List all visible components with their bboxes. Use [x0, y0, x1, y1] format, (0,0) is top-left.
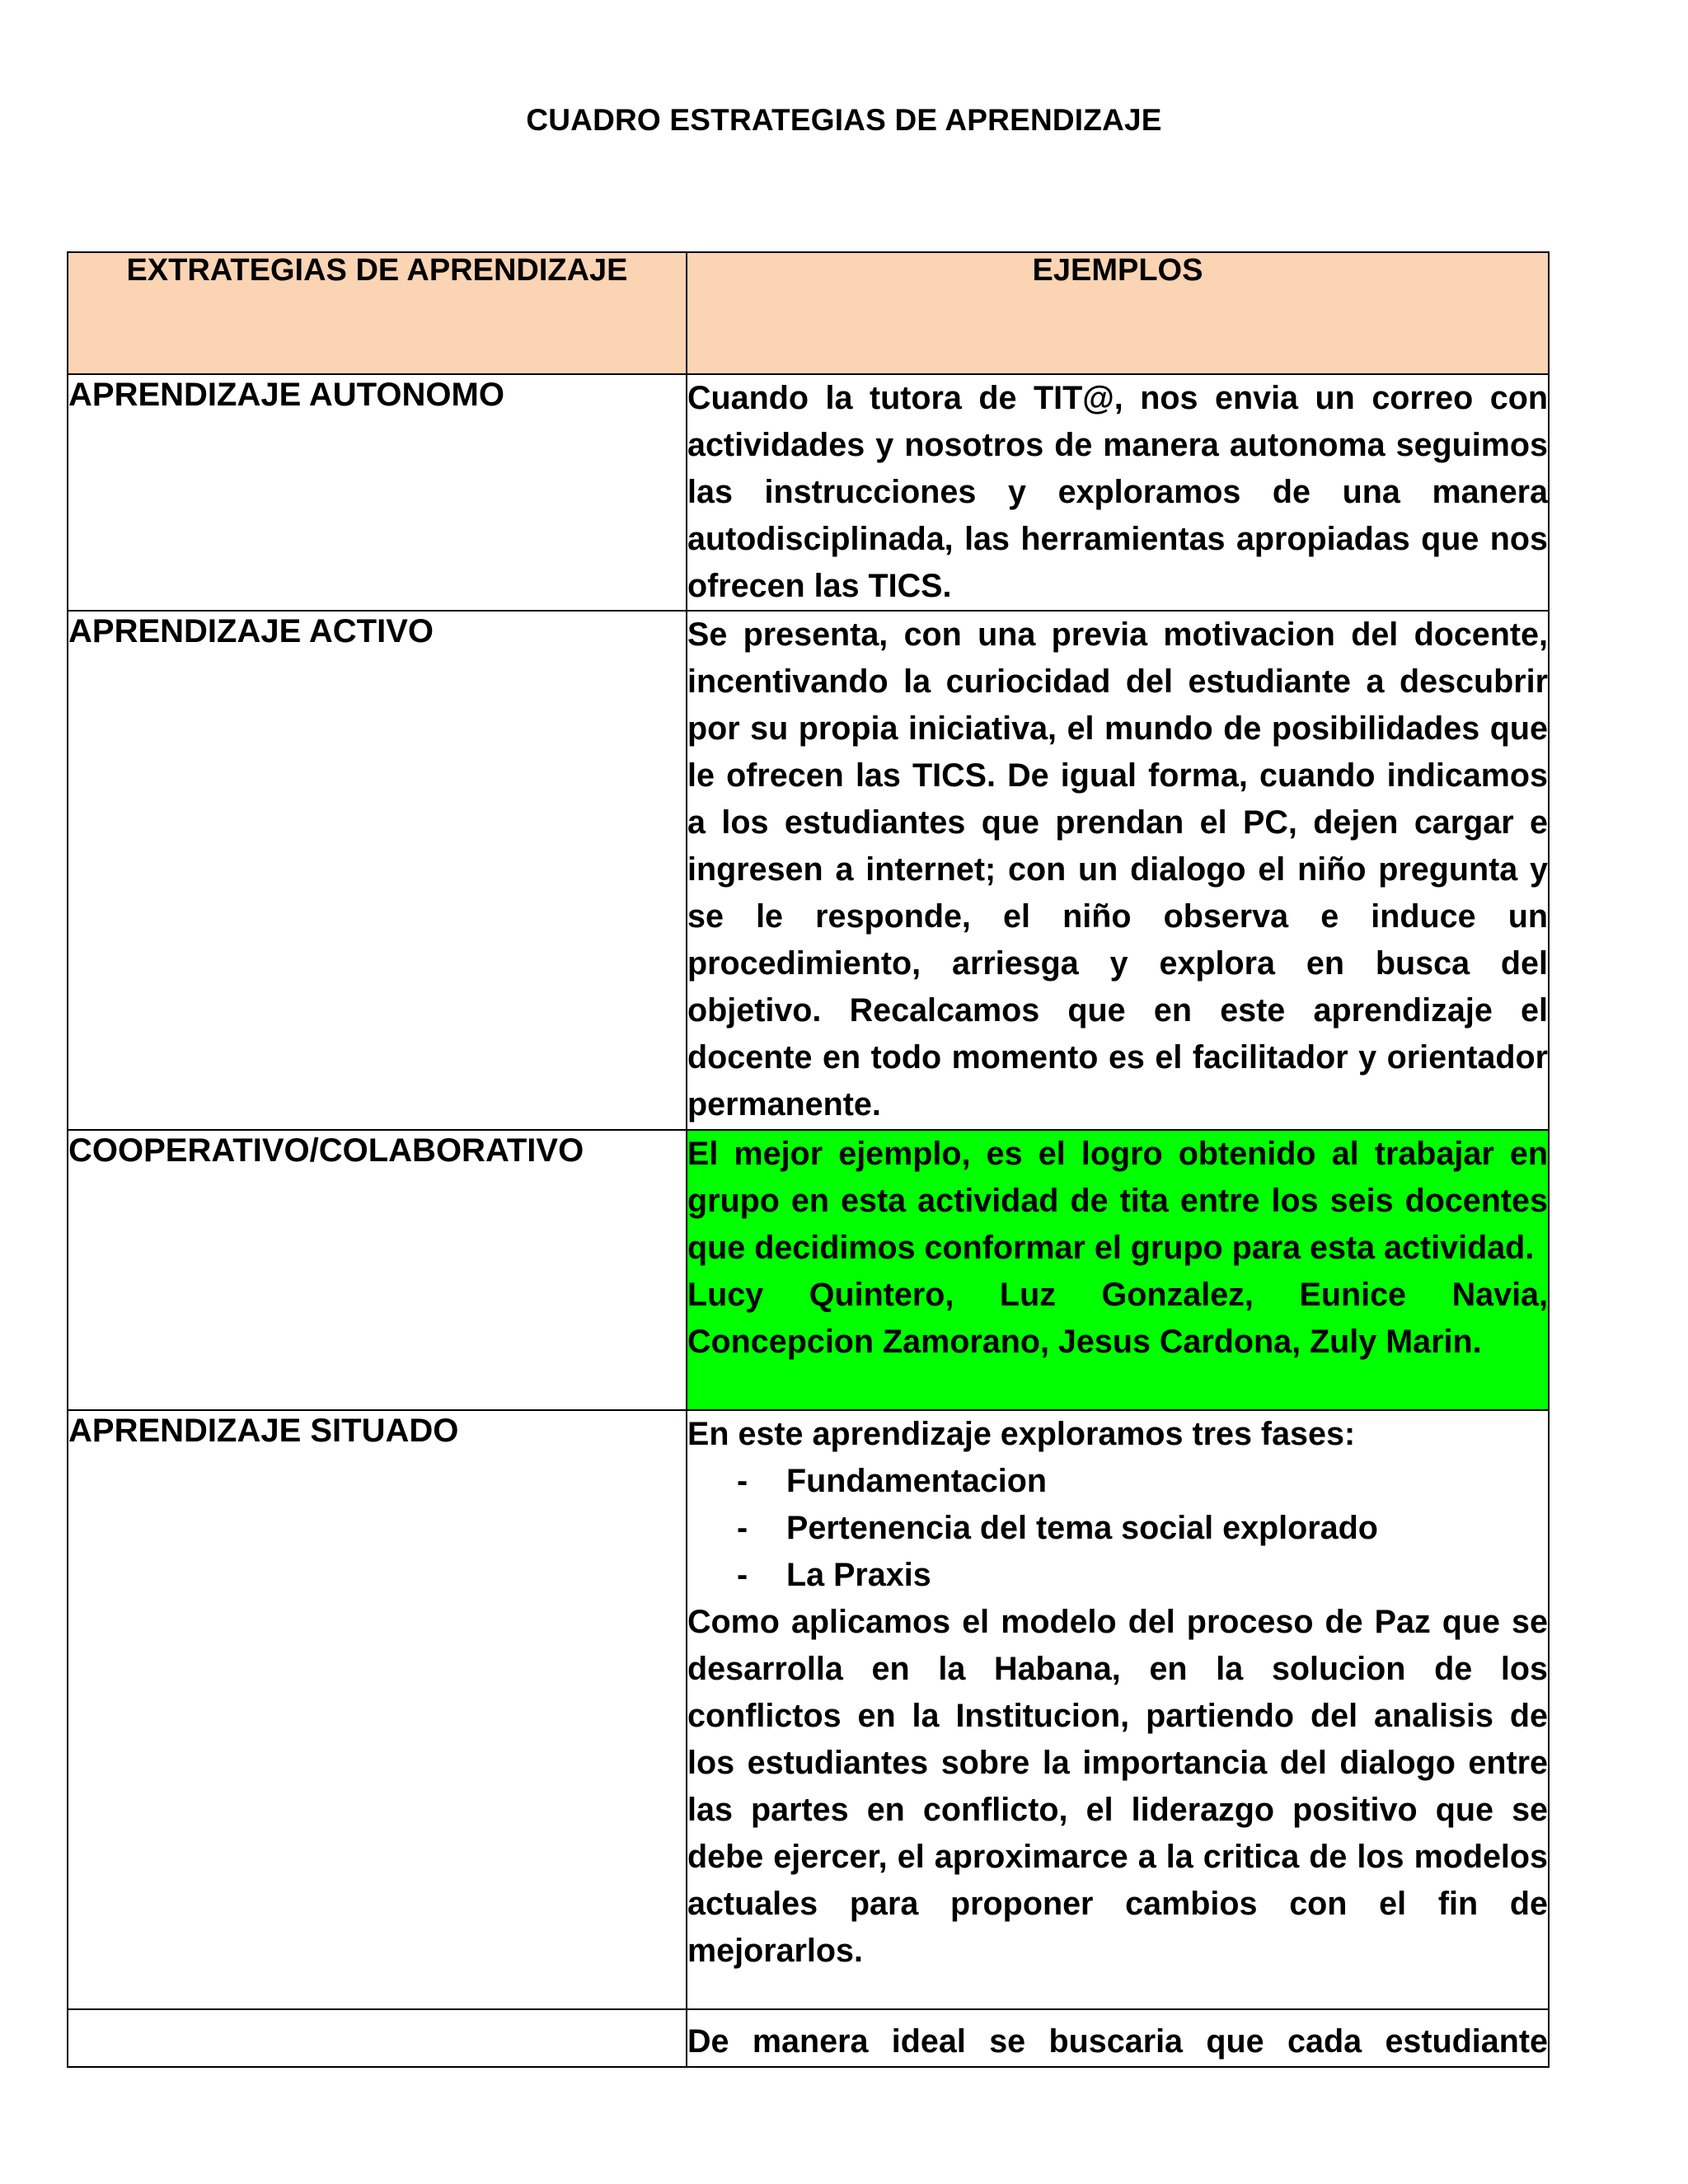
bullet-dash: -	[737, 1463, 748, 1499]
example-text: El mejor ejemplo, es el logro obtenido al trabajar en grupo en esta actividad de tita entre los seis docentes que decidimos conformar el grupo para esta actividad.	[687, 1136, 1548, 1266]
example-autonomo	[687, 374, 1549, 611]
phase-list	[687, 1458, 1548, 1599]
example-activo	[687, 611, 1549, 1130]
bullet-dash: -	[737, 1510, 748, 1546]
table-row	[68, 2009, 1549, 2067]
group-members: Lucy Quintero, Luz Gonzalez, Eunice Navia, Concepcion Zamorano, Jesus Cardona, Zuly Marin.	[687, 1277, 1548, 1360]
example-text: Cuando la tutora de TIT@, nos envia un correo con actividades y nosotros de manera autonoma seguimos las instrucciones y exploramos de una manera autodisciplinada, las herramientas apropiadas que nos ofrecen las TICS.	[687, 380, 1548, 604]
bullet-dash: -	[737, 1557, 748, 1593]
header-examples: EJEMPLOS	[687, 252, 1549, 374]
example-situado	[687, 1410, 1549, 2009]
document-title: CUADRO ESTRATEGIAS DE APRENDIZAJE	[526, 103, 1162, 137]
table-header-row	[68, 252, 1549, 374]
strategy-autonomo: APRENDIZAJE AUTONOMO	[68, 374, 687, 611]
table-row	[68, 374, 1549, 611]
list-item: - Fundamentacion	[737, 1458, 1548, 1505]
table-row	[68, 611, 1549, 1130]
phases-intro: En este aprendizaje exploramos tres fases:	[687, 1416, 1356, 1452]
example-text: Se presenta, con una previa motivacion del docente, incentivando la curiocidad del estudiante a descubrir por su propia iniciativa, el mundo de posibilidades que le ofrecen las TICS. De igual forma, cuando indicamos a los estudiantes que prendan el PC, dejen cargar e ingresen a internet; con un dialogo el niño pregunta y se le responde, el niño observa e induce un procedimiento, arriesga y explora en busca del objetivo. Recalcamos que en este aprendizaje el docente en todo momento es el facilitador y orientador permanente.	[687, 616, 1548, 1122]
list-item: - Pertenencia del tema social explorado	[737, 1505, 1548, 1552]
header-strategies: EXTRATEGIAS DE APRENDIZAJE	[68, 252, 687, 374]
example-text: De manera ideal se buscaria que cada estudiante	[687, 2023, 1548, 2060]
strategy-empty	[68, 2009, 687, 2067]
table-row	[68, 1130, 1549, 1410]
list-item: - La Praxis	[737, 1552, 1548, 1599]
example-last	[687, 2009, 1549, 2067]
example-cooperativo	[687, 1130, 1549, 1410]
strategies-table	[67, 251, 1550, 2068]
example-text: Como aplicamos el modelo del proceso de Paz que se desarrolla en la Habana, en la solucion de los conflictos en la Institucion, partiendo del analisis de los estudiantes sobre la importancia del dialogo entre las partes en conflicto, el liderazgo positivo que se debe ejercer, el aproximarce a la critica de los modelos actuales para proponer cambios con el fin de mejorarlos.	[687, 1604, 1548, 1969]
strategy-cooperativo: COOPERATIVO/COLABORATIVO	[68, 1130, 687, 1410]
strategy-activo: APRENDIZAJE ACTIVO	[68, 611, 687, 1130]
table-row	[68, 1410, 1549, 2009]
strategy-situado: APRENDIZAJE SITUADO	[68, 1410, 687, 2009]
